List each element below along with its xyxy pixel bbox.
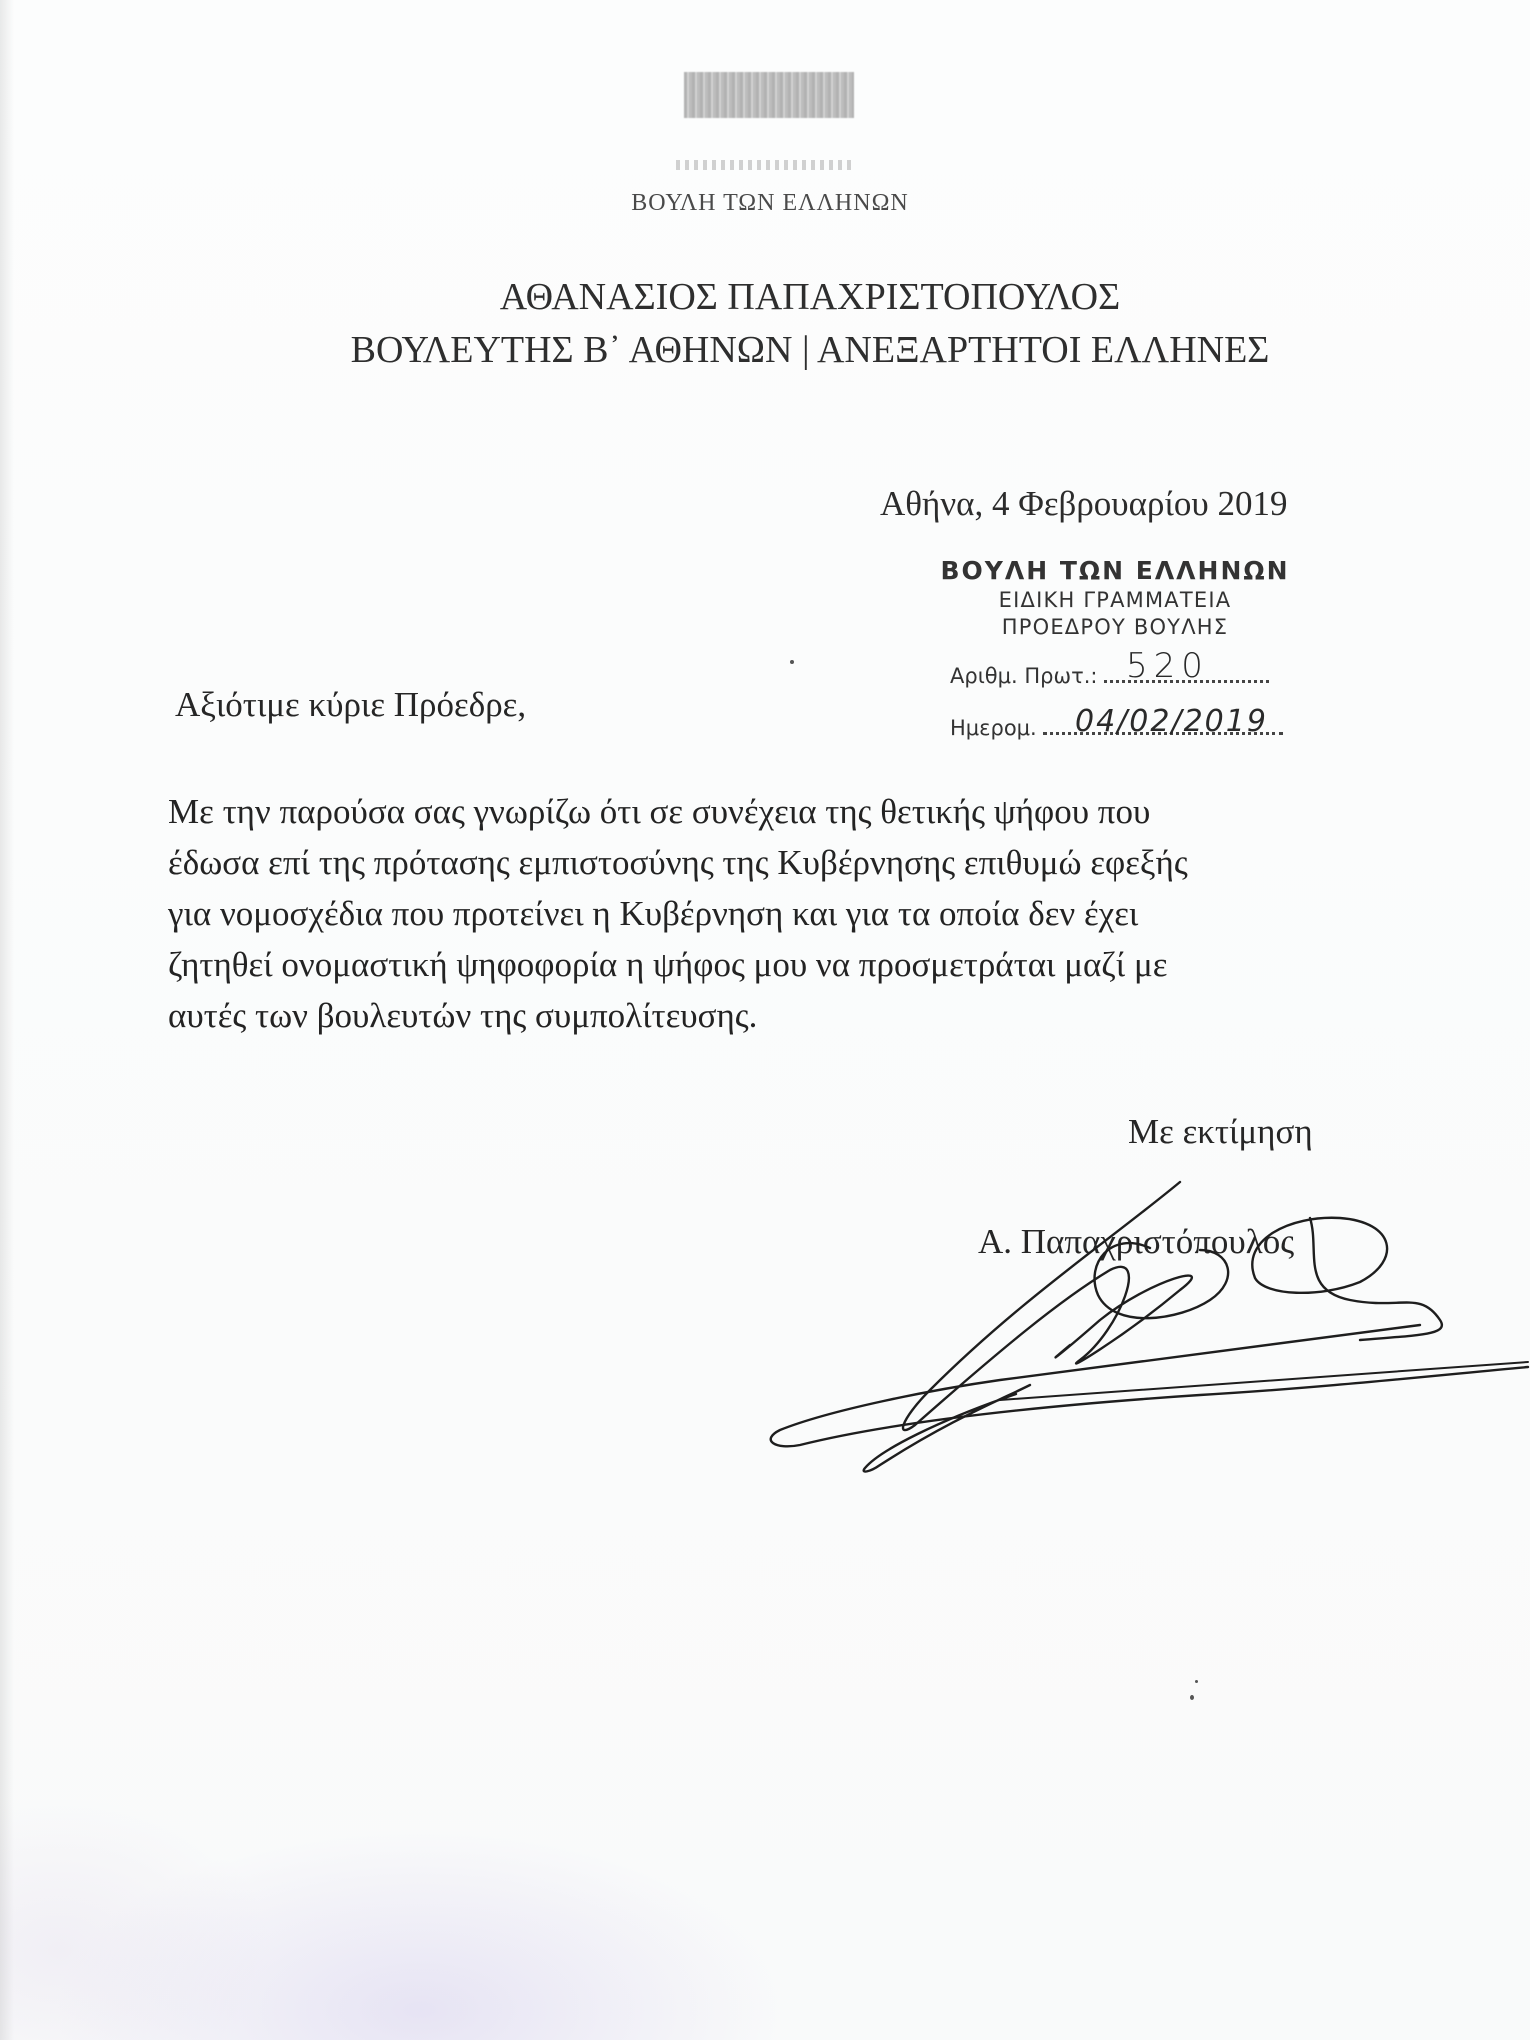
stamp-date-label: Ημερομ. — [950, 716, 1037, 740]
protocol-stamp — [940, 556, 1340, 639]
body-line: για νομοσχέδια που προτείνει η Κυβέρνηση και για τα οποία δεν έχει — [168, 894, 1139, 933]
letterhead-institution: ΒΟΥΛΗ ΤΩΝ ΕΛΛΗΝΩΝ — [631, 190, 909, 216]
letter-body — [168, 786, 1338, 1041]
letter-date: Αθήνα, 4 Φεβρουαρίου 2019 — [880, 484, 1288, 523]
letterhead-role: ΒΟΥΛΕΥΤΗΣ Β᾿ ΑΘΗΝΩΝ | ΑΝΕΞΑΡΤΗΤΟΙ ΕΛΛΗΝΕΣ — [350, 329, 1270, 371]
stamp-protocol-label: Αριθμ. Πρωτ.: — [950, 664, 1098, 688]
handwritten-protocol-number: 520 — [1126, 646, 1209, 686]
body-line: ζητηθεί ονομαστική ψηφοφορία η ψήφος μου να προσμετράται μαζί με — [168, 945, 1168, 984]
scan-speck — [790, 660, 794, 664]
body-line: αυτές των βουλευτών της συμπολίτευσης. — [168, 996, 758, 1035]
letterhead-name: ΑΘΑΝΑΣΙΟΣ ΠΑΠΑΧΡΙΣΤΟΠΟΥΛΟΣ — [499, 276, 1121, 318]
stamp-protocol-row — [950, 664, 1269, 688]
salutation: Αξιότιμε κύριε Πρόεδρε, — [175, 685, 527, 724]
body-line: έδωσα επί της πρότασης εμπιστοσύνης της Κυβέρνησης επιθυμώ εφεξής — [168, 843, 1188, 882]
emblem-caption-faded — [676, 160, 856, 170]
parliament-emblem-icon — [684, 72, 854, 118]
handwritten-stamp-date: 04/02/2019 — [1075, 704, 1268, 739]
scan-speck — [1190, 1695, 1194, 1700]
signature-name: Α. Παπαχριστόπουλος — [978, 1222, 1295, 1261]
stamp-line-1: ΒΟΥΛΗ ΤΩΝ ΕΛΛΗΝΩΝ — [940, 556, 1290, 585]
closing: Με εκτίμηση — [1128, 1112, 1313, 1151]
stamp-line-2: ΕΙΔΙΚΗ ΓΡΑΜΜΑΤΕΙΑ — [998, 588, 1232, 612]
scan-speck — [1195, 1680, 1198, 1683]
stamp-line-3: ΠΡΟΕΔΡΟΥ ΒΟΥΛΗΣ — [1001, 615, 1229, 639]
body-line: Με την παρούσα σας γνωρίζω ότι σε συνέχεια της θετικής ψήφου που — [168, 792, 1151, 831]
